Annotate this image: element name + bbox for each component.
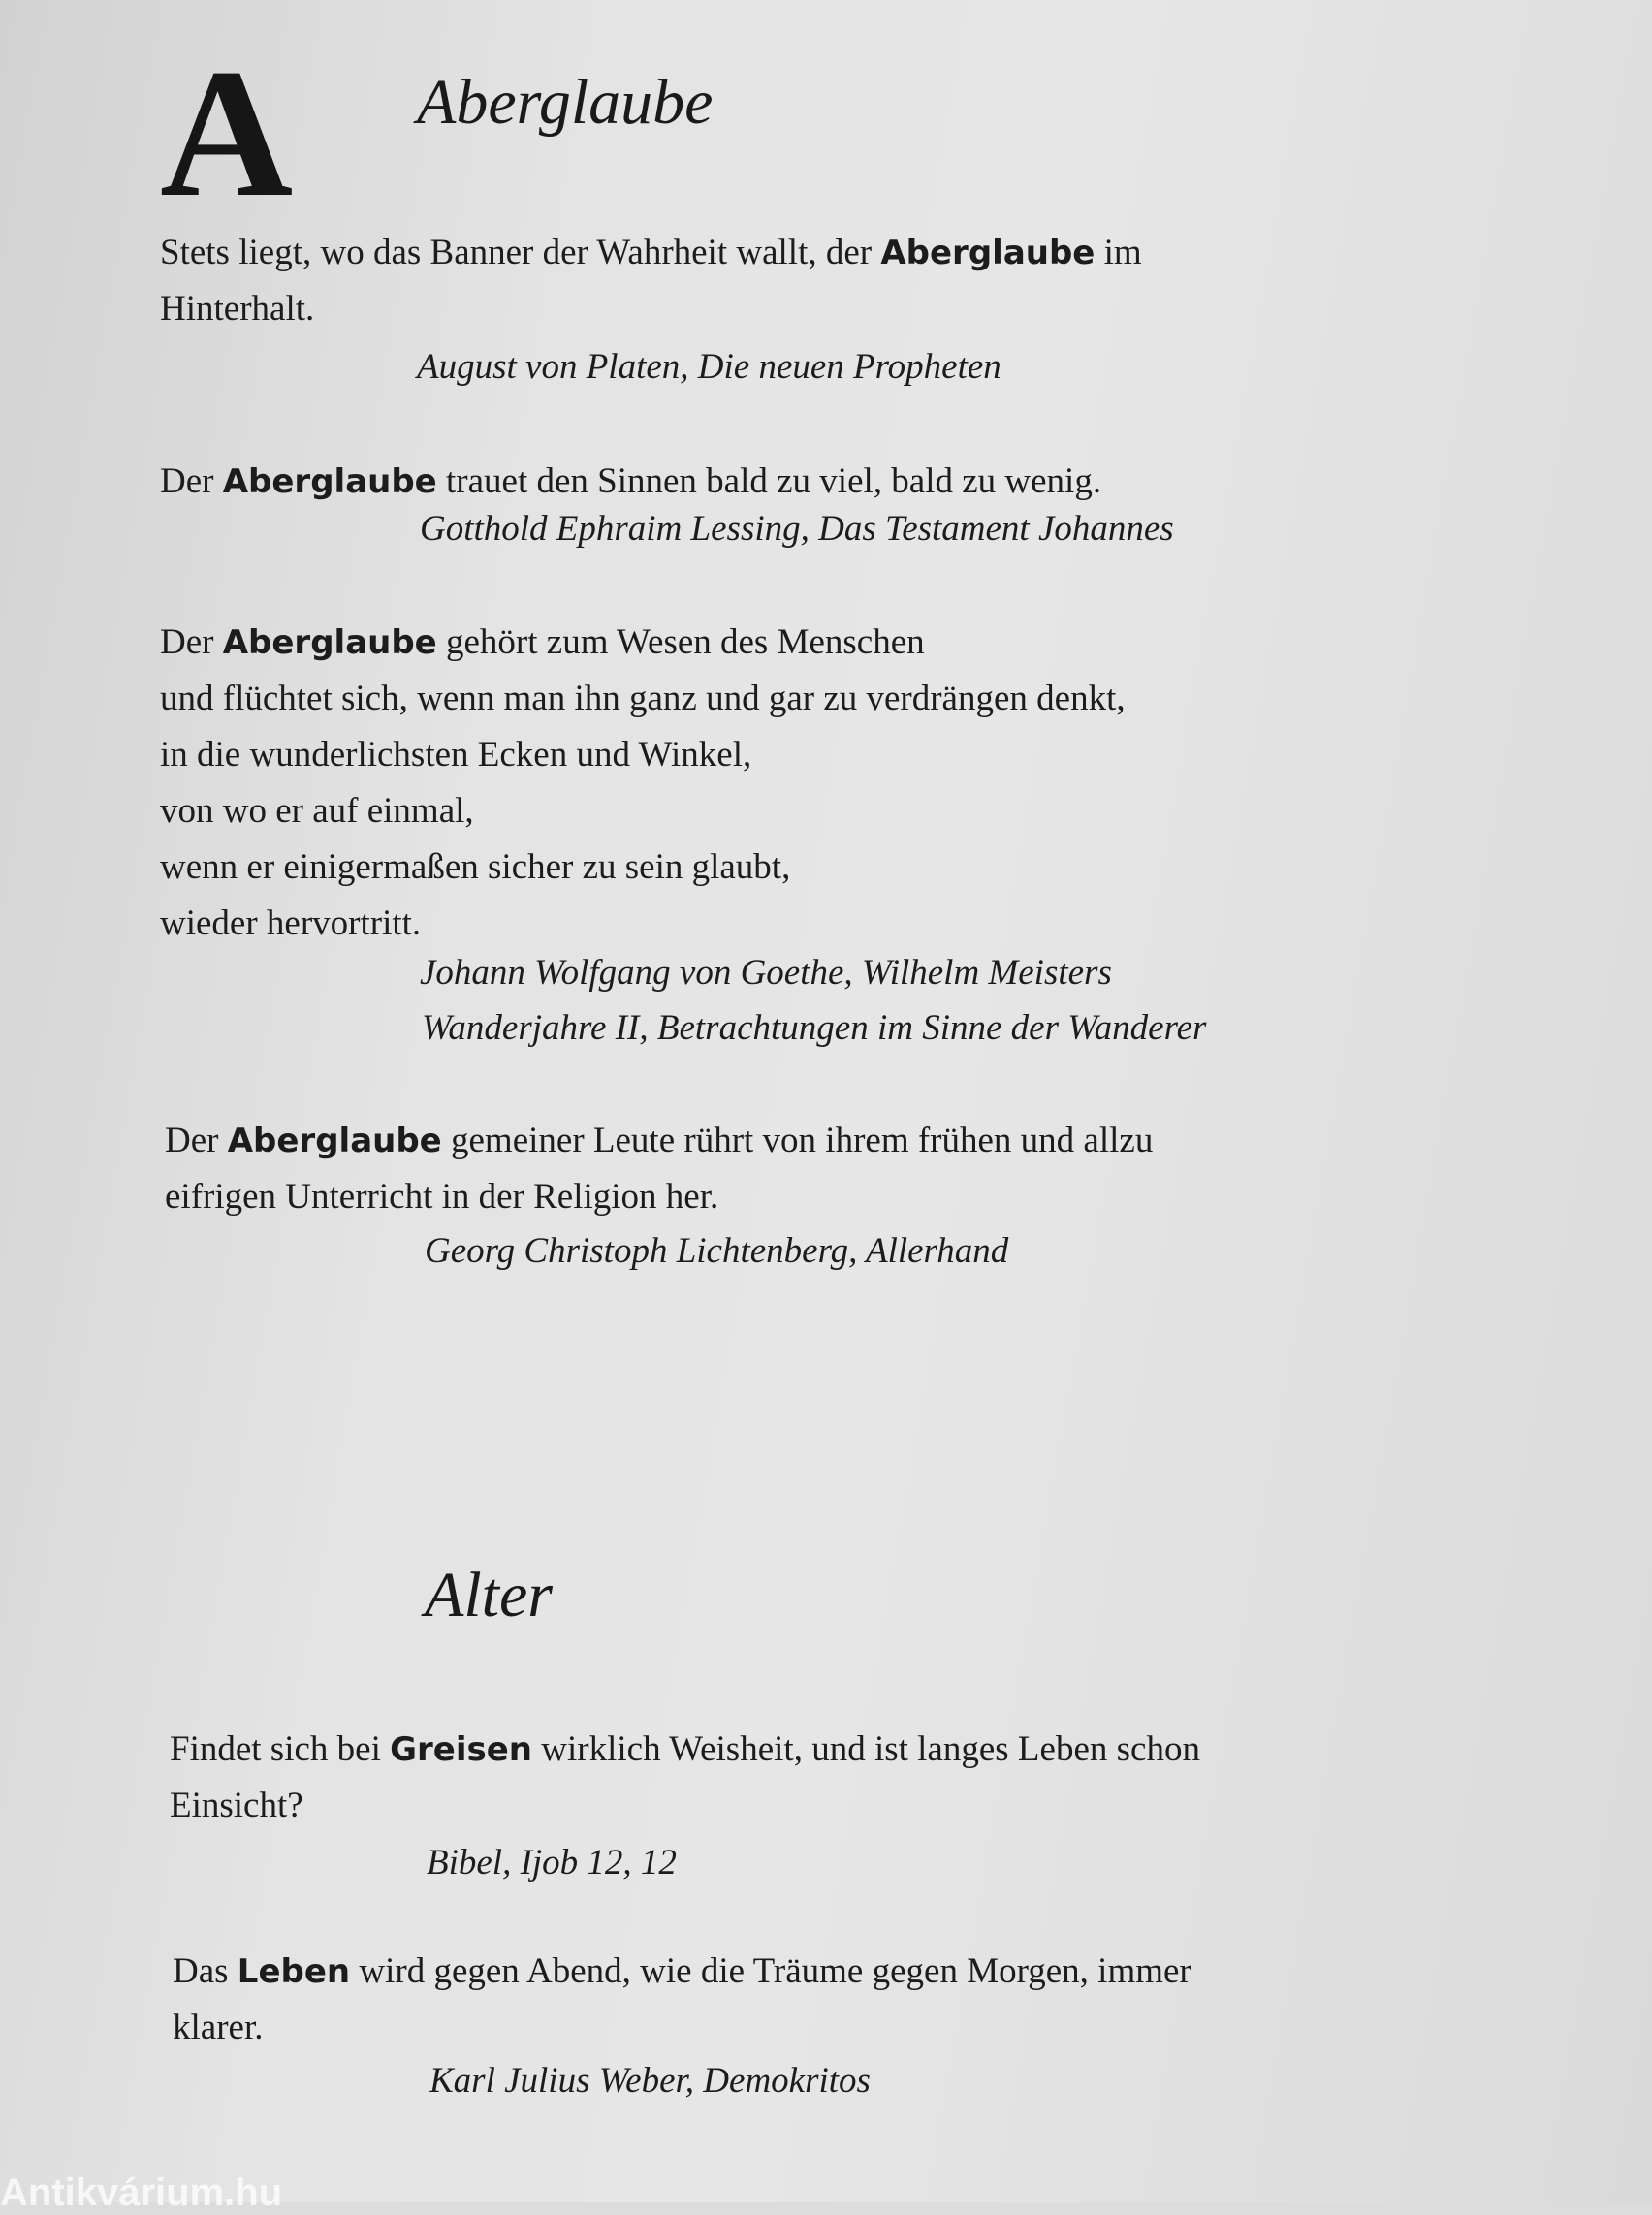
quote-line: Stets liegt, wo das Banner der Wahrheit wallt, der Aberglaube im [160,233,1142,272]
quote-line: von wo er auf einmal, [160,791,474,831]
quote-line: Das Leben wird gegen Abend, wie die Träume gegen Morgen, immer [173,1951,1191,1991]
attribution-platen: August von Platen, Die neuen Propheten [417,347,1001,387]
drop-cap-letter: A [160,32,290,236]
attribution-goethe-line1: Johann Wolfgang von Goethe, Wilhelm Meisters [420,953,1112,993]
attribution-lichtenberg: Georg Christoph Lichtenberg, Allerhand [425,1231,1009,1271]
quote-platen [160,225,1488,336]
attribution-lessing: Gotthold Ephraim Lessing, Das Testament Johannes [420,509,1174,549]
section-title-alter: Alter [425,1560,553,1630]
quote-line: Einsicht? [170,1786,303,1825]
attribution-goethe-line2: Wanderjahre II, Betrachtungen im Sinne der Wanderer [422,1008,1207,1048]
quote-bibel [170,1722,1498,1833]
quote-line: wenn er einigermaßen sicher zu sein glaubt, [160,847,791,887]
quote-line: Der Aberglaube trauet den Sinnen bald zu viel, bald zu wenig. [160,461,1102,501]
attribution-weber: Karl Julius Weber, Demokritos [429,2061,871,2101]
quote-line: Hinterhalt. [160,289,315,329]
quote-line: klarer. [173,2008,264,2047]
quote-lichtenberg [165,1113,1493,1224]
quote-line: wieder hervortritt. [160,903,422,943]
attribution-bibel: Bibel, Ijob 12, 12 [427,1843,677,1883]
quote-line: und flüchtet sich, wenn man ihn ganz und gar zu verdrängen denkt, [160,679,1126,718]
watermark: Antikvárium.hu [0,2171,283,2214]
quote-line: Findet sich bei Greisen wirklich Weisheit, und ist langes Leben schon [170,1729,1200,1769]
quote-line: Der Aberglaube gehört zum Wesen des Menschen [160,622,925,662]
quote-weber [173,1944,1501,2055]
quote-line: Der Aberglaube gemeiner Leute rührt von ihrem frühen und allzu [165,1121,1154,1160]
section-title-aberglaube: Aberglaube [417,67,714,138]
quote-line: eifrigen Unterricht in der Religion her. [165,1177,719,1217]
quote-goethe [160,615,1488,952]
quote-line: in die wunderlichsten Ecken und Winkel, [160,735,752,775]
